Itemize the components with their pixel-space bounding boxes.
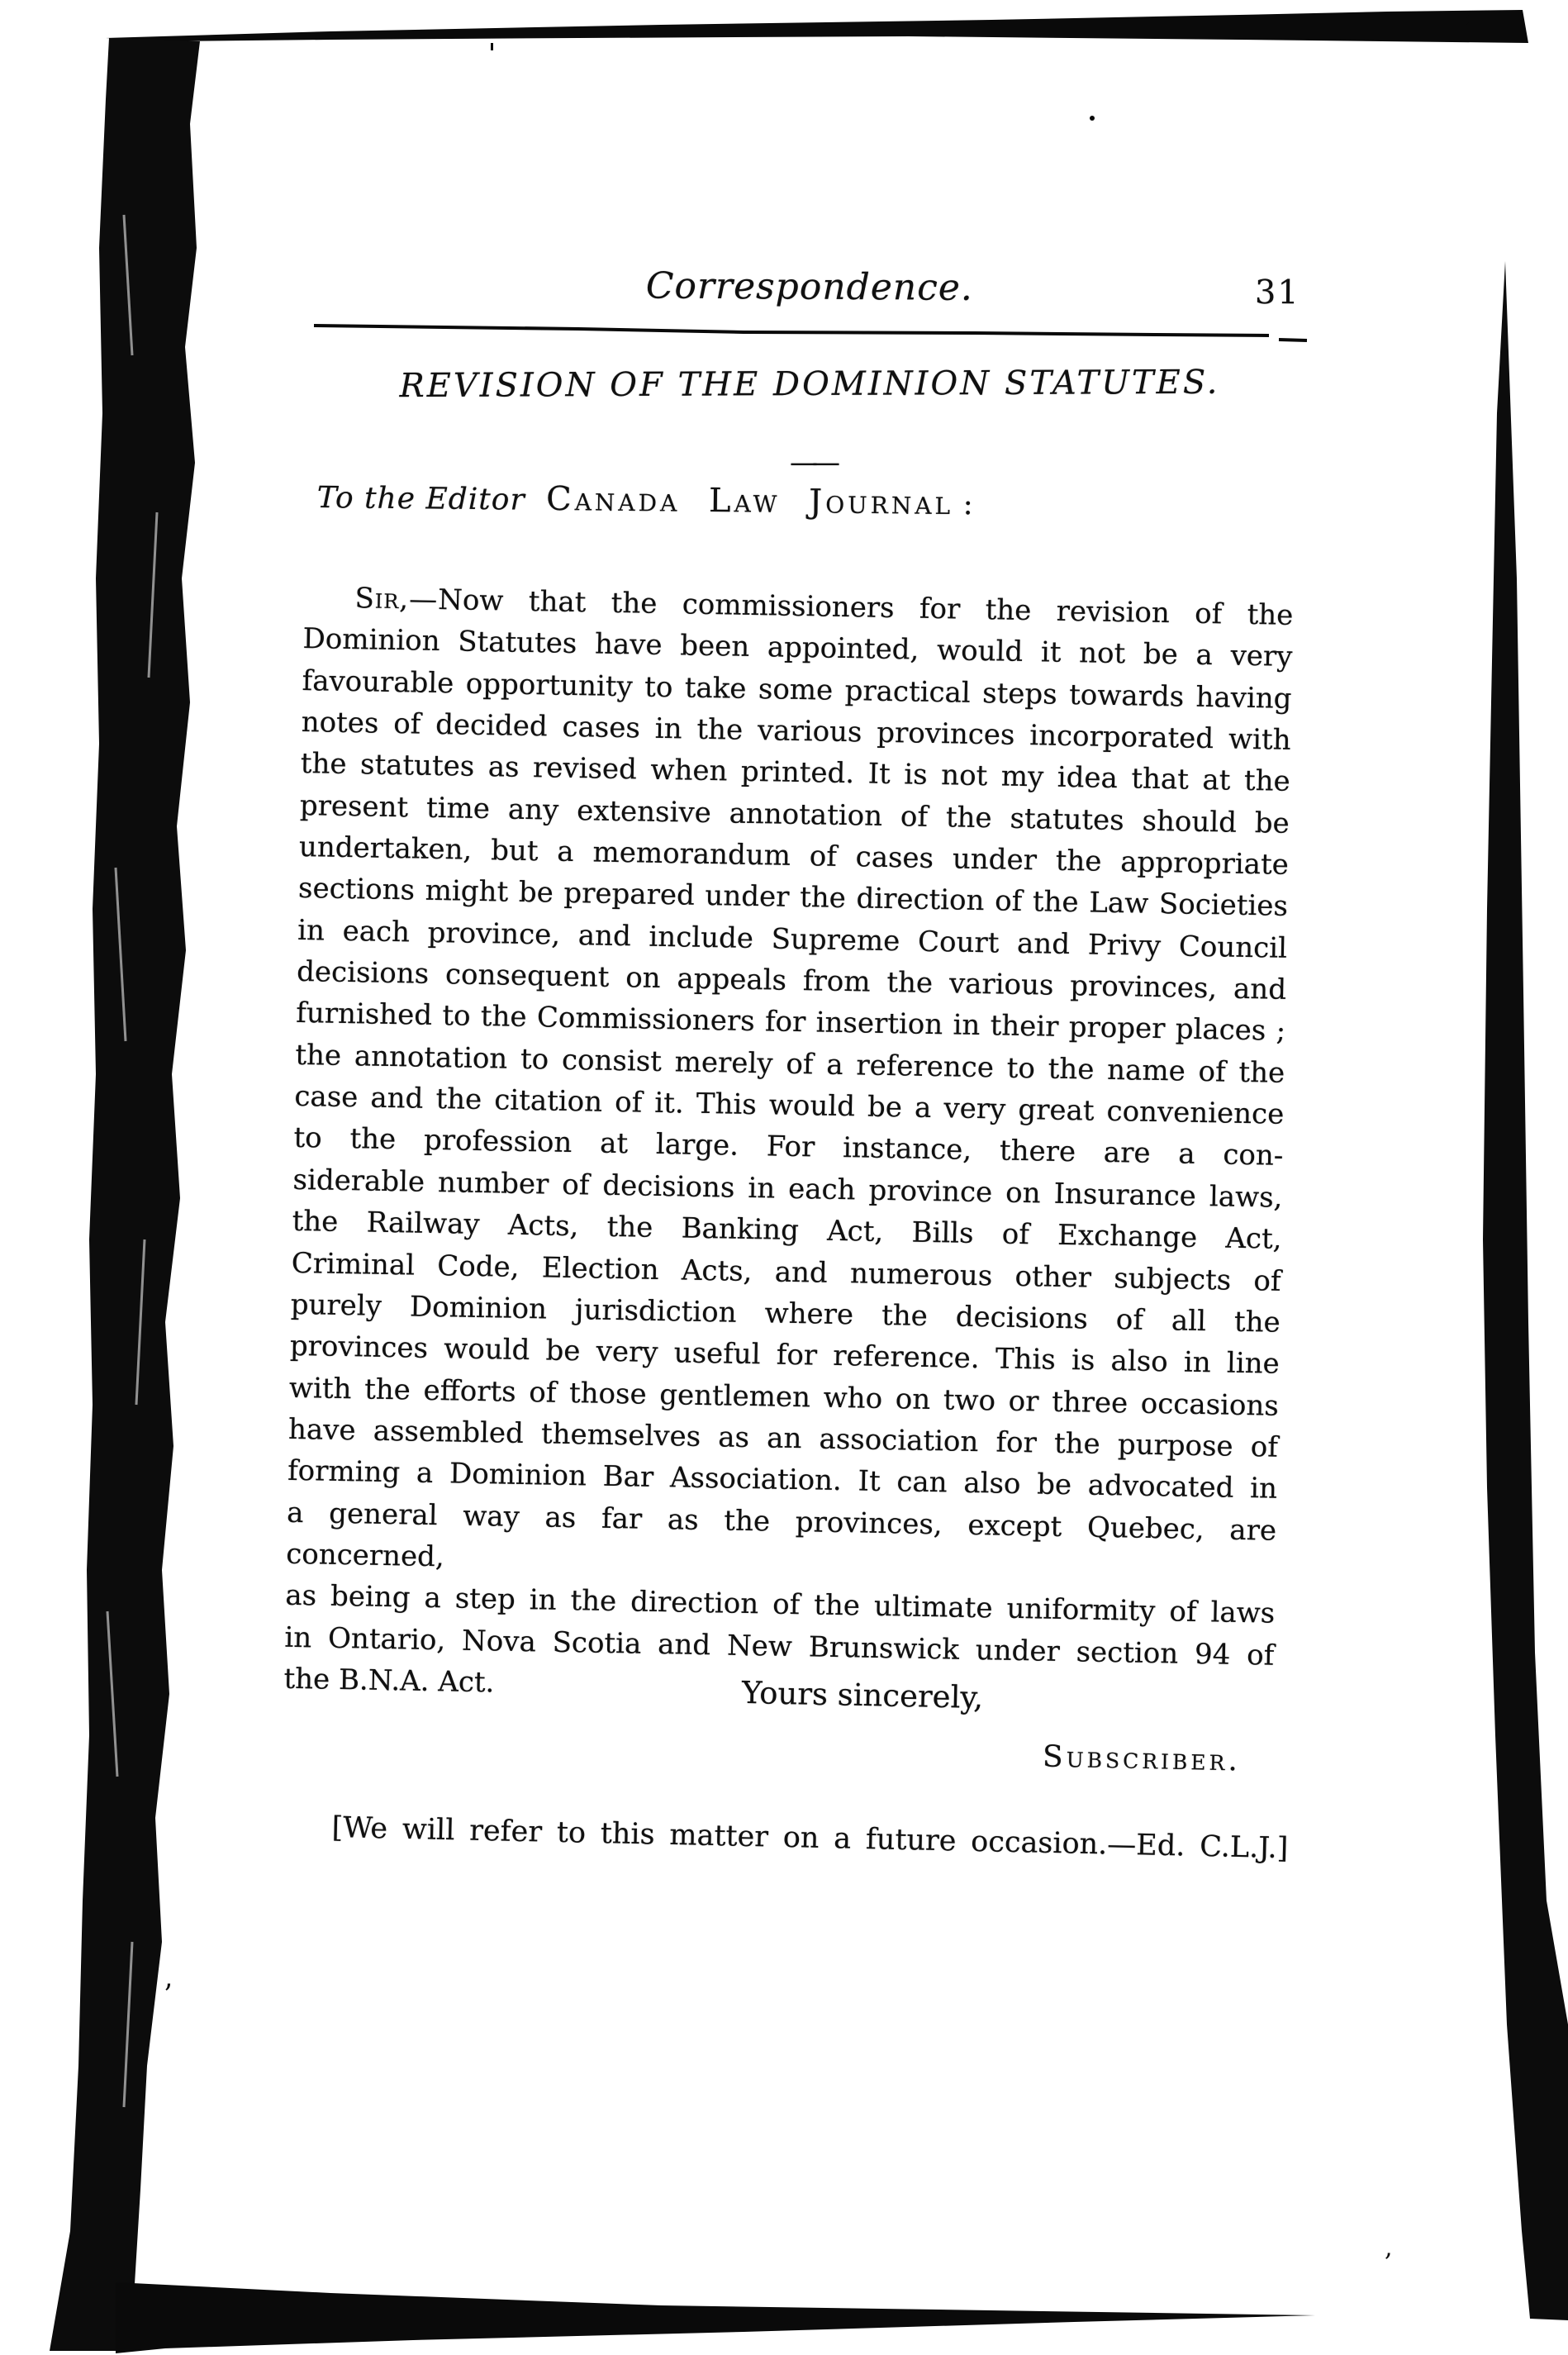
letter-line: forming a Dominion Bar Association. It can also be advocated in bbox=[287, 1454, 1278, 1506]
letter-line: favourable opportunity to take some practical steps towards having bbox=[302, 664, 1292, 716]
editor-note: [We will refer to this matter on a future occasion.—Ed. C.L.J.] bbox=[331, 1811, 1289, 1866]
scan-speck-p: p bbox=[1456, 3, 1471, 31]
salutation-prefix: To the Editor bbox=[316, 480, 525, 517]
signature: Subscriber. bbox=[1042, 1739, 1242, 1778]
scan-speck-comma: , bbox=[1385, 2234, 1393, 2262]
letter-line: have assembled themselves as an association for the purpose of bbox=[287, 1412, 1279, 1464]
letter-line: with the efforts of those gentlemen who on two or three occasions bbox=[288, 1371, 1280, 1423]
letter-line: furnished to the Commissioners for insertion in their proper places ; bbox=[295, 997, 1286, 1049]
letter-line: the Railway Acts, the Banking Act, Bills of Exchange Act, bbox=[292, 1205, 1282, 1256]
scan-speck bbox=[1090, 116, 1095, 121]
letter-line: the statutes as revised when printed. It is not my idea that at the bbox=[300, 747, 1291, 799]
letter-line: undertaken, but a memorandum of cases under the appropriate bbox=[298, 830, 1290, 882]
letter-line: as being a step in the direction of the ultimate uniformity of laws bbox=[285, 1579, 1276, 1630]
letter-line: to the profession at large. For instance, there are a con- bbox=[293, 1121, 1284, 1173]
letter-line: sections might be prepared under the direction of the Law Societies bbox=[297, 872, 1289, 924]
letter-line: notes of decided cases in the various provinces incorporated with bbox=[301, 706, 1291, 757]
scan-artifact-left-band bbox=[50, 38, 200, 2351]
letter-line: in Ontario, Nova Scotia and New Brunswick under section 94 of bbox=[284, 1620, 1275, 1672]
letter-line: the annotation to consist merely of a reference to the name of the bbox=[295, 1038, 1285, 1090]
letter-line: Criminal Code, Election Acts, and numerous other subjects of bbox=[291, 1246, 1281, 1298]
scan-artifact-right-gutter bbox=[1483, 261, 1568, 2320]
scan-speck-quote: ’ bbox=[164, 1978, 173, 2011]
page-number: 31 bbox=[1254, 273, 1300, 312]
salutation-addressee: Canada Law Journal bbox=[545, 479, 954, 523]
article-title: REVISION OF THE DOMINION STATUTES. bbox=[399, 363, 1220, 406]
salutation-colon: : bbox=[953, 488, 973, 522]
small-caps-lead: Sir,— bbox=[354, 582, 439, 616]
header-rule bbox=[314, 326, 1269, 335]
scan-artifact-bottom-edge bbox=[116, 2282, 1315, 2353]
valediction: Yours sincerely, bbox=[741, 1674, 984, 1716]
letter-body bbox=[283, 577, 1294, 1718]
letter-line: Dominion Statutes have been appointed, would it not be a very bbox=[302, 622, 1293, 674]
title-divider: —— bbox=[790, 446, 834, 479]
letter-line: Sir,—Now that the commissioners for the revision of the bbox=[354, 582, 1294, 632]
letter-line: a general way as far as the provinces, except Quebec, are concerned, bbox=[285, 1496, 1277, 1574]
page-header bbox=[314, 263, 1305, 318]
letter-line: purely Dominion jurisdiction where the decisions of all the bbox=[290, 1287, 1281, 1339]
letter-line: siderable number of decisions in each province on Insurance laws, bbox=[292, 1163, 1283, 1215]
letter-line: in each province, and include Supreme Court and Privy Council bbox=[297, 913, 1288, 965]
letter-line: decisions consequent on appeals from the various provinces, and bbox=[296, 955, 1287, 1006]
scan-artifact-top-edge bbox=[106, 10, 1528, 43]
letter-line: case and the citation of it. This would be a very great convenience bbox=[294, 1080, 1285, 1131]
running-title: Correspondence. bbox=[645, 264, 974, 309]
letter-line: present time any extensive annotation of the statutes should be bbox=[299, 788, 1290, 840]
scan-speck bbox=[491, 43, 493, 50]
letter-line: the B.N.A. Act. bbox=[283, 1662, 495, 1700]
letter-line: provinces would be very useful for reference. This is also in line bbox=[289, 1330, 1281, 1381]
